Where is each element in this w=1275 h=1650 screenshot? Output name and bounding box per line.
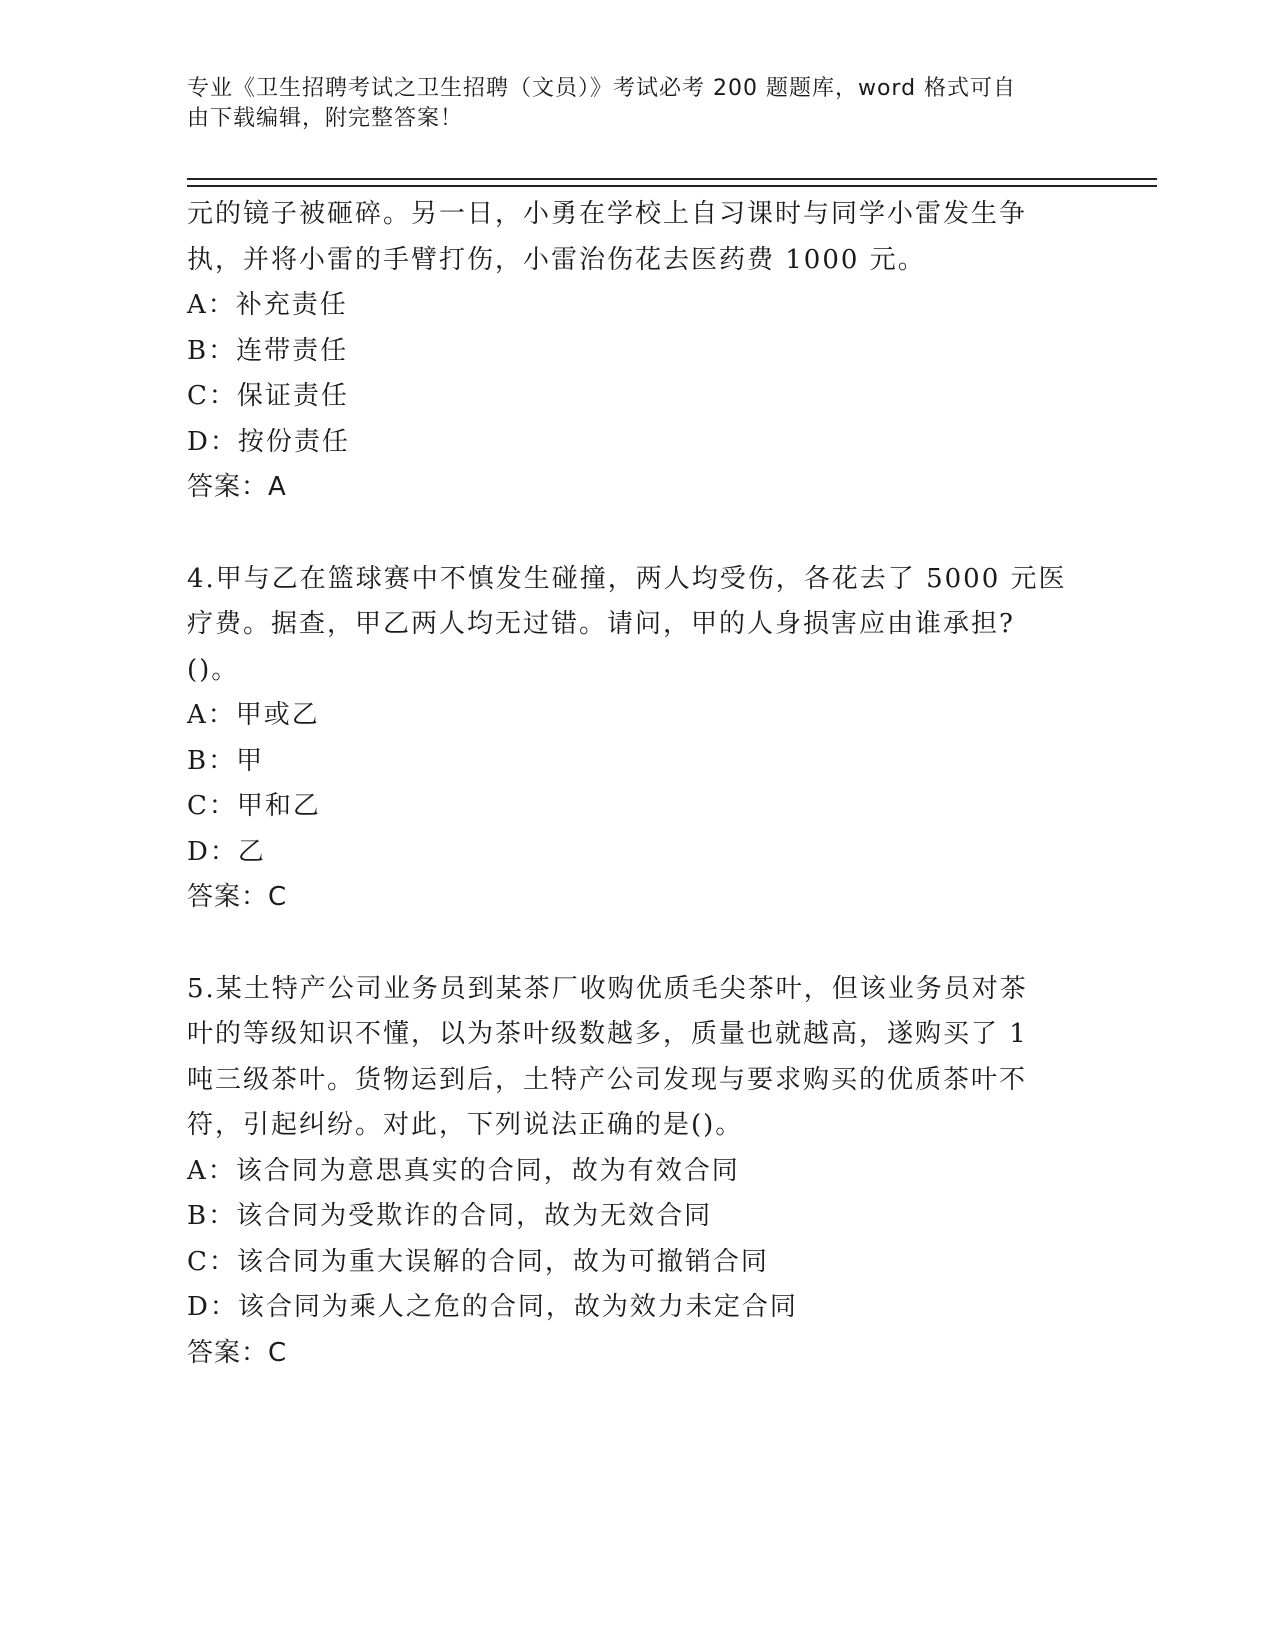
question-text-line: 符，引起纠纷。对此，下列说法正确的是()。 — [187, 1110, 744, 1140]
header-line-2: 由下载编辑，附完整答案！ — [187, 106, 464, 131]
option-c: C：甲和乙 — [187, 791, 321, 821]
question-5 — [187, 967, 1087, 1377]
question-text-line: 4.甲与乙在篮球赛中不慎发生碰撞，两人均受伤，各花去了 5000 元医 — [187, 563, 1067, 594]
option-c: C：保证责任 — [187, 381, 349, 411]
question-content — [187, 192, 1087, 1376]
option-a: A：该合同为意思真实的合同，故为有效合同 — [187, 1155, 740, 1186]
question-4 — [187, 557, 1087, 921]
answer: 答案：C — [187, 1337, 288, 1368]
option-b: B：该合同为受欺诈的合同，故为无效合同 — [187, 1201, 713, 1231]
question-text-line: 5.某土特产公司业务员到某茶厂收购优质毛尖茶叶，但该业务员对茶 — [187, 973, 1028, 1004]
option-c: C：该合同为重大误解的合同，故为可撤销合同 — [187, 1246, 769, 1277]
option-d: D：按份责任 — [187, 426, 350, 457]
header-rule-top — [187, 178, 1157, 180]
option-b: B：甲 — [187, 745, 265, 776]
question-text-line: 叶的等级知识不懂，以为茶叶级数越多，质量也就越高，遂购买了 1 — [187, 1019, 1028, 1049]
question-3 — [187, 192, 1087, 511]
question-text-line: 执，并将小雷的手臂打伤，小雷治伤花去医药费 1000 元。 — [187, 244, 926, 275]
option-b: B：连带责任 — [187, 335, 349, 366]
header-line-1: 专业《卫生招聘考试之卫生招聘（文员）》考试必考 200 题题库，word 格式可自 — [187, 76, 1017, 101]
header-rule-bottom — [187, 185, 1157, 187]
answer: 答案：C — [187, 882, 288, 912]
option-a: A：补充责任 — [187, 290, 348, 320]
question-text-line: 疗费。据查，甲乙两人均无过错。请问，甲的人身损害应由谁承担? — [187, 609, 1015, 639]
spacer — [187, 921, 1087, 967]
document-header — [187, 74, 1087, 134]
spacer — [187, 511, 1087, 557]
question-text-line: ()。 — [187, 654, 240, 685]
question-text-line: 吨三级茶叶。货物运到后，土特产公司发现与要求购买的优质茶叶不 — [187, 1064, 1028, 1095]
option-a: A：甲或乙 — [187, 700, 320, 730]
option-d: D：乙 — [187, 836, 266, 867]
option-d: D：该合同为乘人之危的合同，故为效力未定合同 — [187, 1292, 798, 1322]
question-text-line: 元的镜子被砸碎。另一日，小勇在学校上自习课时与同学小雷发生争 — [187, 199, 1028, 229]
answer: 答案：A — [187, 472, 287, 502]
